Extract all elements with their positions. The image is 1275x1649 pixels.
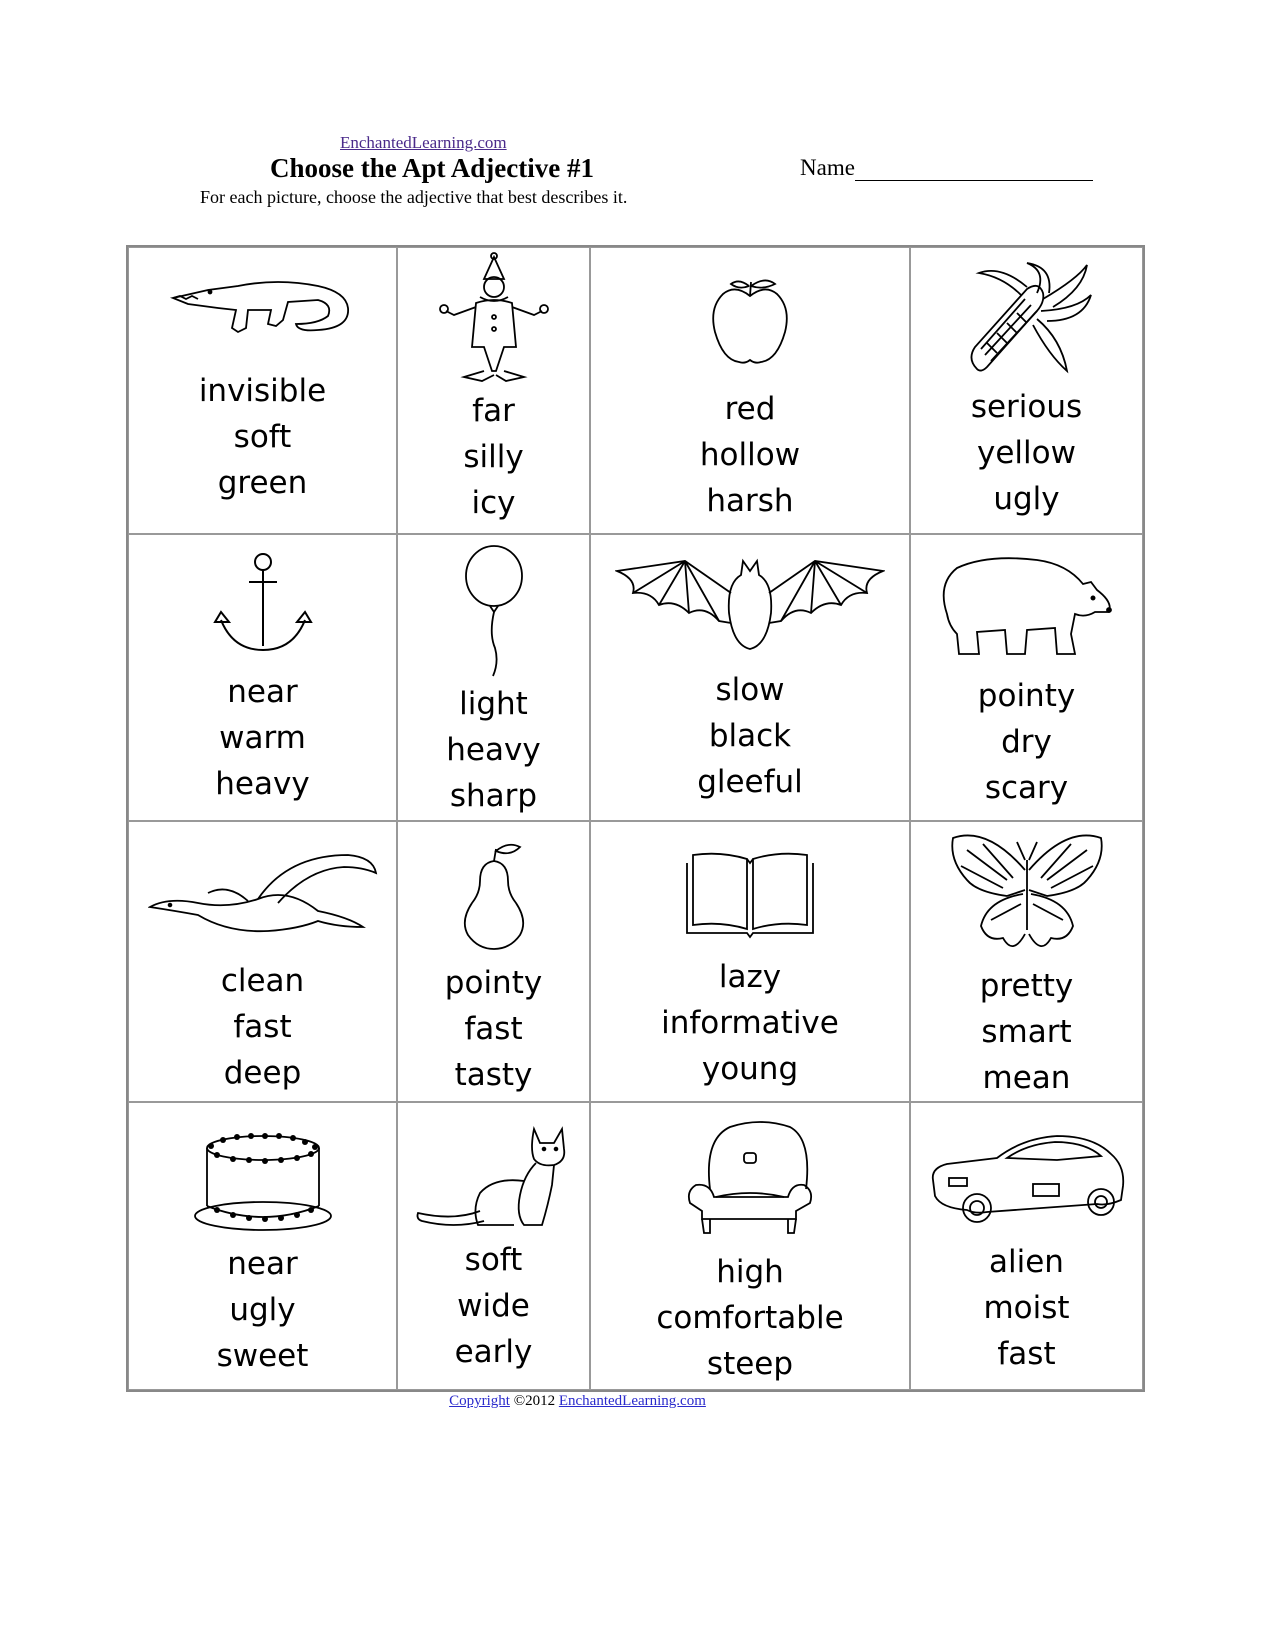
adjective-option[interactable]: silly: [463, 439, 524, 475]
adjective-option[interactable]: green: [217, 465, 308, 501]
copyright-text: ©2012: [509, 1393, 559, 1409]
adjective-option[interactable]: invisible: [198, 373, 327, 409]
adjective-option[interactable]: black: [708, 718, 792, 754]
adjective-option[interactable]: fast: [233, 1009, 292, 1045]
grid-cell: [397, 247, 590, 534]
adjective-option[interactable]: gleeful: [697, 764, 803, 800]
cake-icon: [193, 1103, 333, 1241]
adjective-option[interactable]: light: [459, 686, 528, 722]
grid-cell: [590, 534, 910, 821]
footer: [0, 1393, 1215, 1410]
adjective-option[interactable]: slow: [715, 672, 785, 708]
adjective-option[interactable]: heavy: [446, 732, 541, 768]
copyright-link[interactable]: Copyright: [449, 1393, 510, 1409]
adjective-option[interactable]: warm: [219, 720, 306, 756]
adjective-option[interactable]: mean: [982, 1060, 1071, 1096]
adjective-option[interactable]: harsh: [706, 483, 794, 519]
anchor-icon: [213, 535, 313, 669]
adjective-option[interactable]: ugly: [993, 481, 1060, 517]
grid-cell: [397, 1102, 590, 1390]
adjective-option[interactable]: moist: [983, 1290, 1070, 1326]
grid-cell: [397, 821, 590, 1102]
adjective-option[interactable]: young: [701, 1051, 799, 1087]
grid-cell: [128, 247, 397, 534]
grid-cell: [590, 821, 910, 1102]
corn-icon: [957, 248, 1097, 384]
adjective-option[interactable]: clean: [220, 963, 305, 999]
grid-cell: [910, 247, 1143, 534]
butterfly-icon: [947, 822, 1107, 963]
bear-icon: [937, 535, 1117, 673]
adjective-option[interactable]: comfortable: [656, 1300, 844, 1336]
adjective-option[interactable]: soft: [464, 1242, 523, 1278]
adjective-option[interactable]: yellow: [977, 435, 1076, 471]
bird-icon: [148, 822, 378, 958]
adjective-option[interactable]: sharp: [449, 778, 538, 814]
grid-cell: [910, 534, 1143, 821]
car-icon: [927, 1103, 1127, 1239]
worksheet-title: Choose the Apt Adjective #1: [270, 153, 594, 183]
armchair-icon: [680, 1103, 820, 1249]
grid-cell: [397, 534, 590, 821]
adjective-option[interactable]: wide: [457, 1288, 530, 1324]
grid-cell: [128, 1102, 397, 1390]
adjective-option[interactable]: informative: [661, 1005, 839, 1041]
bat-icon: [615, 535, 885, 667]
grid-cell: [128, 821, 397, 1102]
adjective-option[interactable]: lazy: [718, 959, 782, 995]
adjective-option[interactable]: pretty: [979, 968, 1074, 1004]
name-blank-line: [855, 158, 1093, 181]
adjective-option[interactable]: dry: [1001, 724, 1052, 760]
adjective-option[interactable]: icy: [471, 485, 516, 521]
grid-cell: [590, 247, 910, 534]
adjective-option[interactable]: red: [724, 391, 776, 427]
adjective-option[interactable]: smart: [981, 1014, 1072, 1050]
adjective-option[interactable]: sweet: [216, 1338, 309, 1374]
clown-icon: [434, 248, 554, 388]
grid-cell: [128, 534, 397, 821]
adjective-option[interactable]: hollow: [699, 437, 801, 473]
footer-site-link[interactable]: EnchantedLearning.com: [558, 1393, 706, 1409]
name-field: [800, 155, 1093, 181]
adjective-grid: [126, 245, 1145, 1392]
adjective-option[interactable]: near: [227, 1246, 298, 1282]
adjective-option[interactable]: heavy: [215, 766, 310, 802]
book-icon: [685, 822, 815, 954]
site-link[interactable]: EnchantedLearning.com: [340, 133, 507, 152]
name-label: Name: [800, 155, 855, 180]
adjective-option[interactable]: fast: [997, 1336, 1056, 1372]
grid-cell: [590, 1102, 910, 1390]
instructions: For each picture, choose the adjective that best describes it.: [200, 187, 628, 207]
adjective-option[interactable]: deep: [223, 1055, 302, 1091]
balloon-icon: [459, 535, 529, 681]
adjective-option[interactable]: scary: [984, 770, 1069, 806]
adjective-option[interactable]: high: [716, 1254, 784, 1290]
adjective-option[interactable]: serious: [970, 389, 1083, 425]
alligator-icon: [168, 248, 358, 368]
adjective-option[interactable]: soft: [233, 419, 292, 455]
adjective-option[interactable]: ugly: [229, 1292, 296, 1328]
apple-icon: [705, 248, 795, 386]
cat-icon: [414, 1103, 574, 1237]
grid-cell: [910, 1102, 1143, 1390]
adjective-option[interactable]: near: [227, 674, 298, 710]
grid-cell: [910, 821, 1143, 1102]
pear-icon: [454, 822, 534, 960]
adjective-option[interactable]: early: [454, 1334, 533, 1370]
adjective-option[interactable]: alien: [989, 1244, 1064, 1280]
adjective-option[interactable]: pointy: [977, 678, 1076, 714]
adjective-option[interactable]: far: [472, 393, 515, 429]
adjective-option[interactable]: fast: [464, 1011, 523, 1047]
adjective-option[interactable]: pointy: [444, 965, 543, 1001]
adjective-option[interactable]: steep: [706, 1346, 794, 1382]
adjective-option[interactable]: tasty: [454, 1057, 533, 1093]
